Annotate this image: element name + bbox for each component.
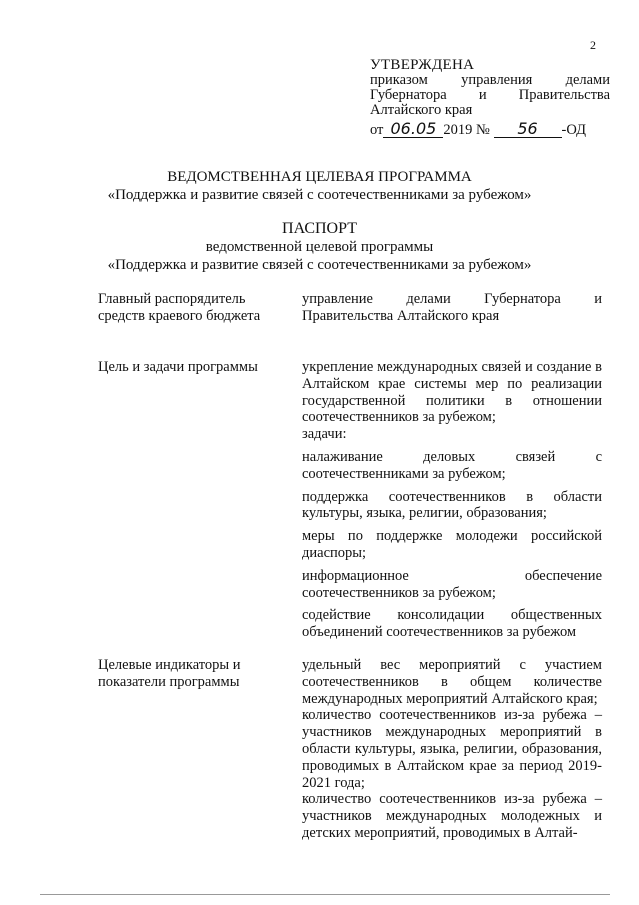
row-label: Целевые индикаторы и показатели программы: [98, 657, 241, 690]
row-item: количество соотечественников из-за рубежа – участников международных мероприятий в области культуры, языка, религии, образования, проводимых в Алтайском крае за период 2019-2021 года;: [302, 707, 602, 791]
row-value: [302, 291, 602, 325]
passport-title: ПАСПОРТ: [282, 220, 357, 237]
page-bottom-rule: [40, 894, 610, 895]
passport-heading: [0, 220, 639, 274]
row-item: налаживание деловых связей с соотечественниками за рубежом;: [302, 448, 602, 482]
page-number: 2: [590, 38, 596, 52]
row-item: содействие консолидации общественных объединений соотечественников за рубежом: [302, 607, 602, 641]
handwritten-number: 56: [494, 121, 562, 138]
order-suffix: -ОД: [561, 122, 586, 138]
row-label: Цель и задачи программы: [98, 359, 258, 375]
row-item: информационное обеспечение соотечественников за рубежом;: [302, 567, 602, 601]
row-label: Главный распорядитель средств краевого бюджета: [98, 291, 261, 324]
approval-signature-line: [370, 121, 610, 138]
row-item: удельный вес мероприятий с участием соотечественников в общем количестве международных мероприятий Алтайского края;: [302, 657, 602, 707]
row-item: поддержка соотечественников в области культуры, языка, религии, образования;: [302, 488, 602, 522]
row-value: [302, 657, 602, 842]
passport-line2: «Поддержка и развитие связей с соотечественниками за рубежом»: [107, 257, 532, 273]
date-prefix: от: [370, 122, 384, 138]
row-item: количество соотечественников из-за рубежа – участников международных молодежных и детских мероприятий, проводимых в Алтай-: [302, 791, 602, 841]
row-item: задачи:: [302, 426, 347, 443]
year-text: 2019 №: [443, 122, 494, 138]
approval-body: приказом управления делами Губернатора и Правительства Алтайского края: [370, 72, 610, 118]
row-value: [302, 359, 602, 641]
approval-block: [370, 58, 610, 138]
program-title-line2: «Поддержка и развитие связей с соотечественниками за рубежом»: [107, 187, 532, 203]
row-item: меры по поддержке молодежи российской диаспоры;: [302, 528, 602, 561]
passport-line1: ведомственной целевой программы: [205, 239, 434, 255]
program-title: [0, 168, 639, 204]
program-title-line1: ВЕДОМСТВЕННАЯ ЦЕЛЕВАЯ ПРОГРАММА: [167, 169, 472, 185]
row-item: управление делами Губернатора и Правительства Алтайского края: [302, 291, 602, 324]
handwritten-date: 06.05: [383, 121, 443, 138]
row-item: укрепление международных связей и создание в Алтайском крае системы мер по реализации государственной политики в отношении соотечественников за рубежом;: [302, 359, 602, 426]
approval-title: УТВЕРЖДЕНА: [370, 57, 475, 73]
